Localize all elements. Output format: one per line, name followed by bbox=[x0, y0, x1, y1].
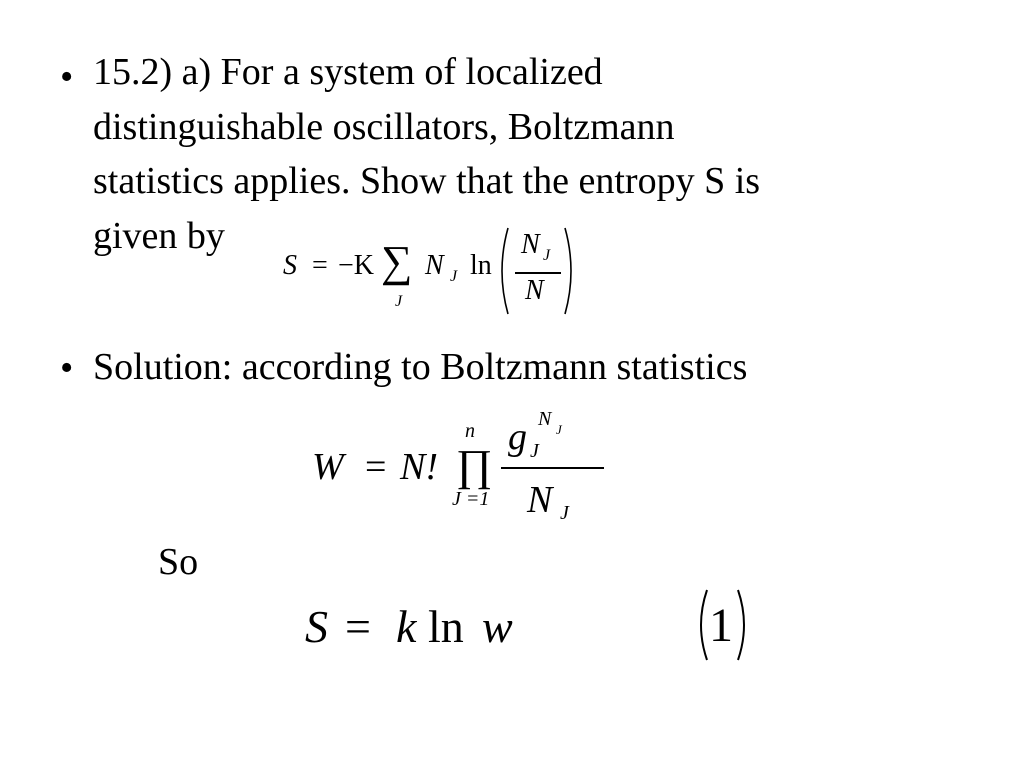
so-label: So bbox=[158, 541, 199, 583]
eq1-ln: ln bbox=[470, 250, 492, 281]
eq3-k: k bbox=[396, 601, 417, 652]
eq3-left-paren bbox=[694, 588, 710, 662]
eq3-ln: ln bbox=[428, 601, 464, 652]
solution-statement: Solution: according to Boltzmann statistics bbox=[93, 346, 748, 388]
eq2-equals: = bbox=[365, 446, 387, 488]
eq3-equals: = bbox=[345, 601, 371, 652]
eq1-frac-num-sub: J bbox=[543, 247, 551, 264]
eq3-lhs: S bbox=[305, 601, 328, 652]
eq1-sum-index: J bbox=[395, 293, 403, 310]
eq1-lhs: S bbox=[283, 250, 297, 281]
eq3-number: 1 bbox=[709, 599, 733, 652]
problem-line-1: 15.2) a) For a system of localized bbox=[93, 51, 603, 93]
eq2-num-base: g bbox=[508, 416, 527, 458]
eq3-right-paren bbox=[735, 588, 751, 662]
bullet-marker: • bbox=[60, 56, 74, 98]
eq1-term-sub: J bbox=[450, 268, 458, 285]
problem-line-3: statistics applies. Show that the entropy S is bbox=[93, 160, 761, 202]
eq1-term: N bbox=[425, 250, 444, 281]
eq2-den: N bbox=[527, 479, 553, 521]
eq1-right-paren bbox=[561, 226, 579, 316]
problem-line-4: given by bbox=[93, 214, 225, 257]
eq1-left-paren bbox=[494, 226, 512, 316]
eq2-num-sub: J bbox=[530, 440, 539, 462]
eq3-w: w bbox=[482, 601, 513, 652]
eq1-fraction-bar bbox=[515, 272, 561, 274]
eq2-num-sup: N bbox=[538, 408, 552, 430]
eq1-equals: = bbox=[312, 250, 328, 281]
eq2-den-sub: J bbox=[560, 502, 569, 524]
eq1-sum-symbol: ∑ bbox=[381, 237, 413, 286]
eq2-product-lower: J =1 bbox=[452, 488, 490, 510]
eq1-minus-k: −K bbox=[338, 250, 375, 281]
eq1-frac-den: N bbox=[525, 275, 544, 306]
problem-line-2: distinguishable oscillators, Boltzmann bbox=[93, 105, 675, 148]
eq2-num-sup-sub: J bbox=[556, 422, 562, 437]
eq2-product-symbol: ∏ bbox=[456, 441, 493, 490]
eq2-lhs: W bbox=[312, 446, 344, 488]
eq2-fraction-bar bbox=[501, 467, 604, 469]
eq2-factorial: N! bbox=[400, 446, 438, 488]
bullet-marker: • bbox=[60, 347, 74, 389]
eq1-frac-num: N bbox=[521, 229, 540, 260]
eq2-product-upper: n bbox=[465, 420, 475, 442]
